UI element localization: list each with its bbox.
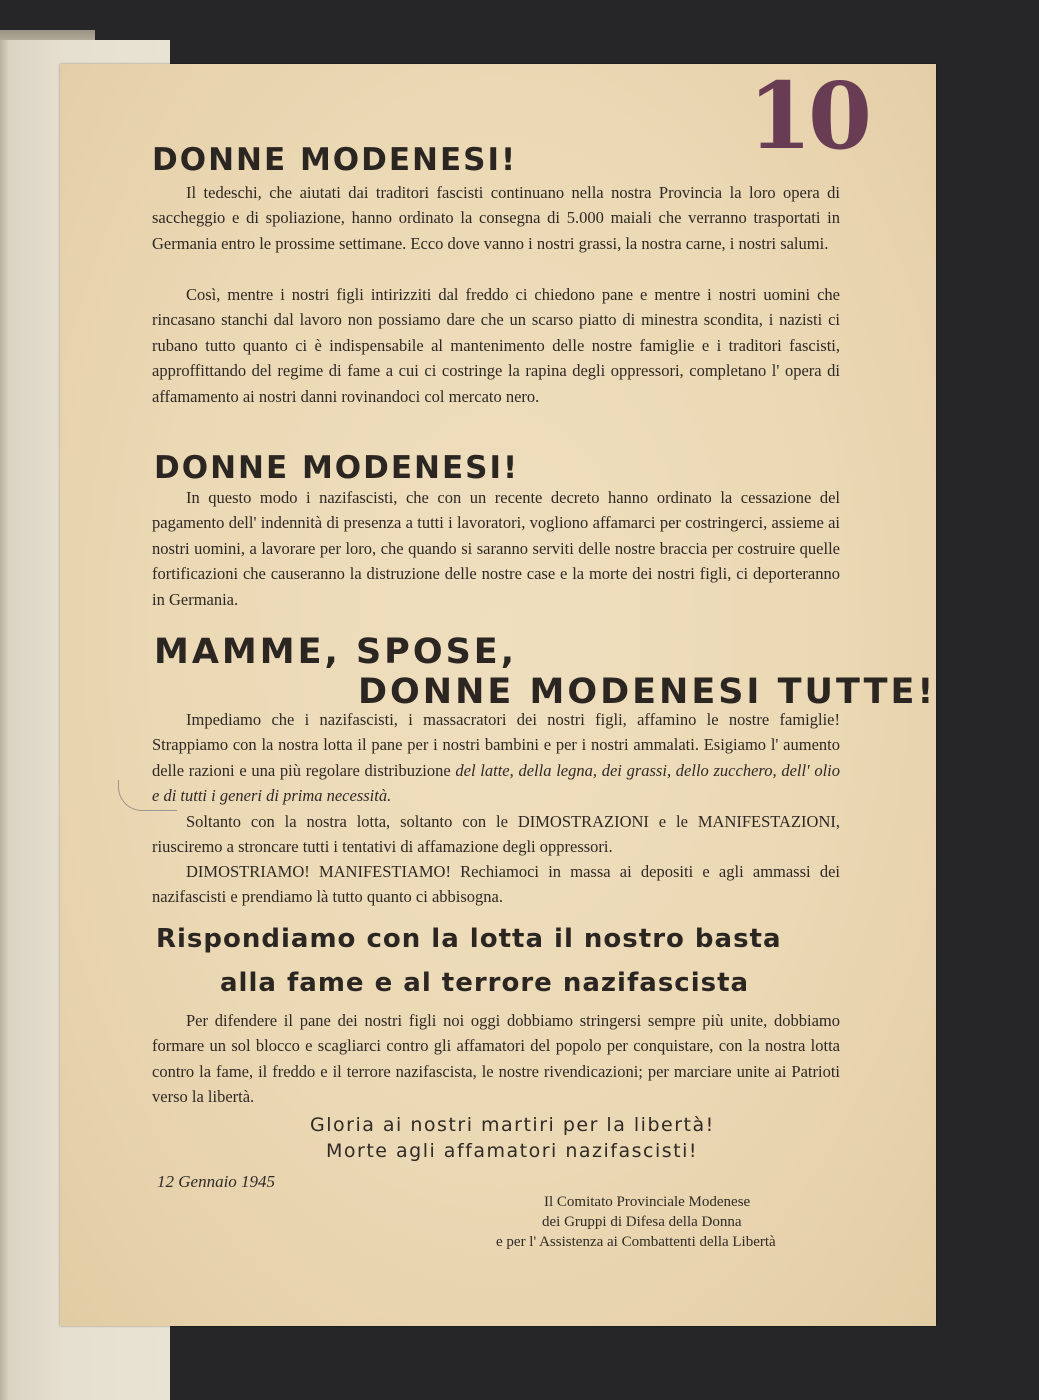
- heading-mamme-spose: MAMME, SPOSE,: [154, 632, 517, 672]
- paragraph-2-text: Così, mentre i nostri figli intirizziti dal freddo ci chiedono pane e mentre i nostri uomini che rincasano stanchi dal lavoro non possiamo dare che un scarso piatto di minestra scondita, i nazisti ci rubano tutto quanto ci è indispensabile al mantenimento delle nostre famiglie e i traditori fascisti, approffittando del regime di fame a cui ci costringe la rapina degli oppressori, completano l' opera di affamamento ai nostri danni rovinandoci col mercato nero.: [152, 285, 840, 406]
- paragraph-6: [152, 859, 840, 910]
- paragraph-3: [152, 485, 840, 612]
- heading-donne-modenesi-2: DONNE MODENESI!: [154, 450, 520, 486]
- paragraph-4: [152, 707, 840, 809]
- paragraph-1: [152, 180, 840, 256]
- signature-line-1: Il Comitato Provinciale Modenese: [544, 1194, 751, 1210]
- paragraph-5: [152, 809, 840, 860]
- paragraph-1-text: Il tedeschi, che aiutati dai traditori fascisti continuano nella nostra Provincia la loro opera di saccheggio e di spoliazione, hanno ordinato la consegna di 5.000 maiali che verranno trasportati in Germania entro le prossime settimane. Ecco dove vanno i nostri grassi, la nostra carne, i nostri salumi.: [152, 183, 840, 253]
- page-number-stamp: 10: [748, 62, 869, 170]
- paragraph-2: [152, 282, 840, 409]
- slogan-morte: Morte agli affamatori nazifascisti!: [326, 1140, 698, 1162]
- heading-donne-modenesi-1: DONNE MODENESI!: [152, 142, 518, 178]
- banner-line-1: Rispondiamo con la lotta il nostro basta: [156, 924, 782, 954]
- slogan-gloria: Gloria ai nostri martiri per la libertà!: [310, 1114, 715, 1136]
- signature-line-2: dei Gruppi di Difesa della Donna: [542, 1214, 742, 1230]
- paragraph-4-lead: Impediamo che i nazifascisti, i massacratori dei nostri figli, affamino le nostre famiglie! Strappiamo con la nostra lotta il pane per i nostri bambini e per i nostri ammalati. Esigiamo l' aumento delle razioni e una più regolare distribuzione: [152, 710, 840, 780]
- heading-donne-modenesi-tutte: DONNE MODENESI TUTTE!: [358, 672, 937, 712]
- signature-line-3: e per l' Assistenza ai Combattenti della Libertà: [496, 1234, 776, 1250]
- paragraph-3-text: In questo modo i nazifascisti, che con un recente decreto hanno ordinato la cessazione del pagamento dell' indennità di presenza a tutti i lavoratori, vogliono affamarci per costringerci, assieme ai nostri uomini, a lavorare per loro, che quando si saranno serviti delle nostre braccia per costruire quelle fortificazioni che causeranno la distruzione delle nostre case e la morte dei nostri figli, ci deporteranno in Germania.: [152, 488, 840, 609]
- date-line: 12 Gennaio 1945: [157, 1172, 276, 1191]
- paragraph-6-text: DIMOSTRIAMO! MANIFESTIAMO! Rechiamoci in massa ai depositi e agli ammassi dei nazifascisti e prendiamo là tutto quanto ci abbisogna.: [152, 862, 840, 907]
- paragraph-4-italic: del latte, della legna, dei grassi, dello zucchero, dell' olio e di tutti i generi di prima necessità.: [152, 760, 840, 806]
- paragraph-7: [152, 1008, 840, 1110]
- paragraph-7-text: Per difendere il pane dei nostri figli noi oggi dobbiamo stringersi sempre più unite, dobbiamo formare un sol blocco e scagliarci contro gli affamatori del popolo per conquistare, con la nostra lotta contro la fame, il freddo e il terrore nazifascista, le nostre rivendicazioni; per marciare unite ai Patrioti verso la libertà.: [152, 1011, 840, 1107]
- paragraph-5-text: Soltanto con la nostra lotta, soltanto con le DIMOSTRAZIONI e le MANIFESTAZIONI, riusciremo a stroncare tutti i tentativi di affamazione degli oppressori.: [152, 812, 840, 857]
- leaflet-page: [60, 64, 936, 1326]
- binder-spine: [0, 40, 8, 1400]
- banner-line-2: alla fame e al terrore nazifascista: [220, 968, 750, 998]
